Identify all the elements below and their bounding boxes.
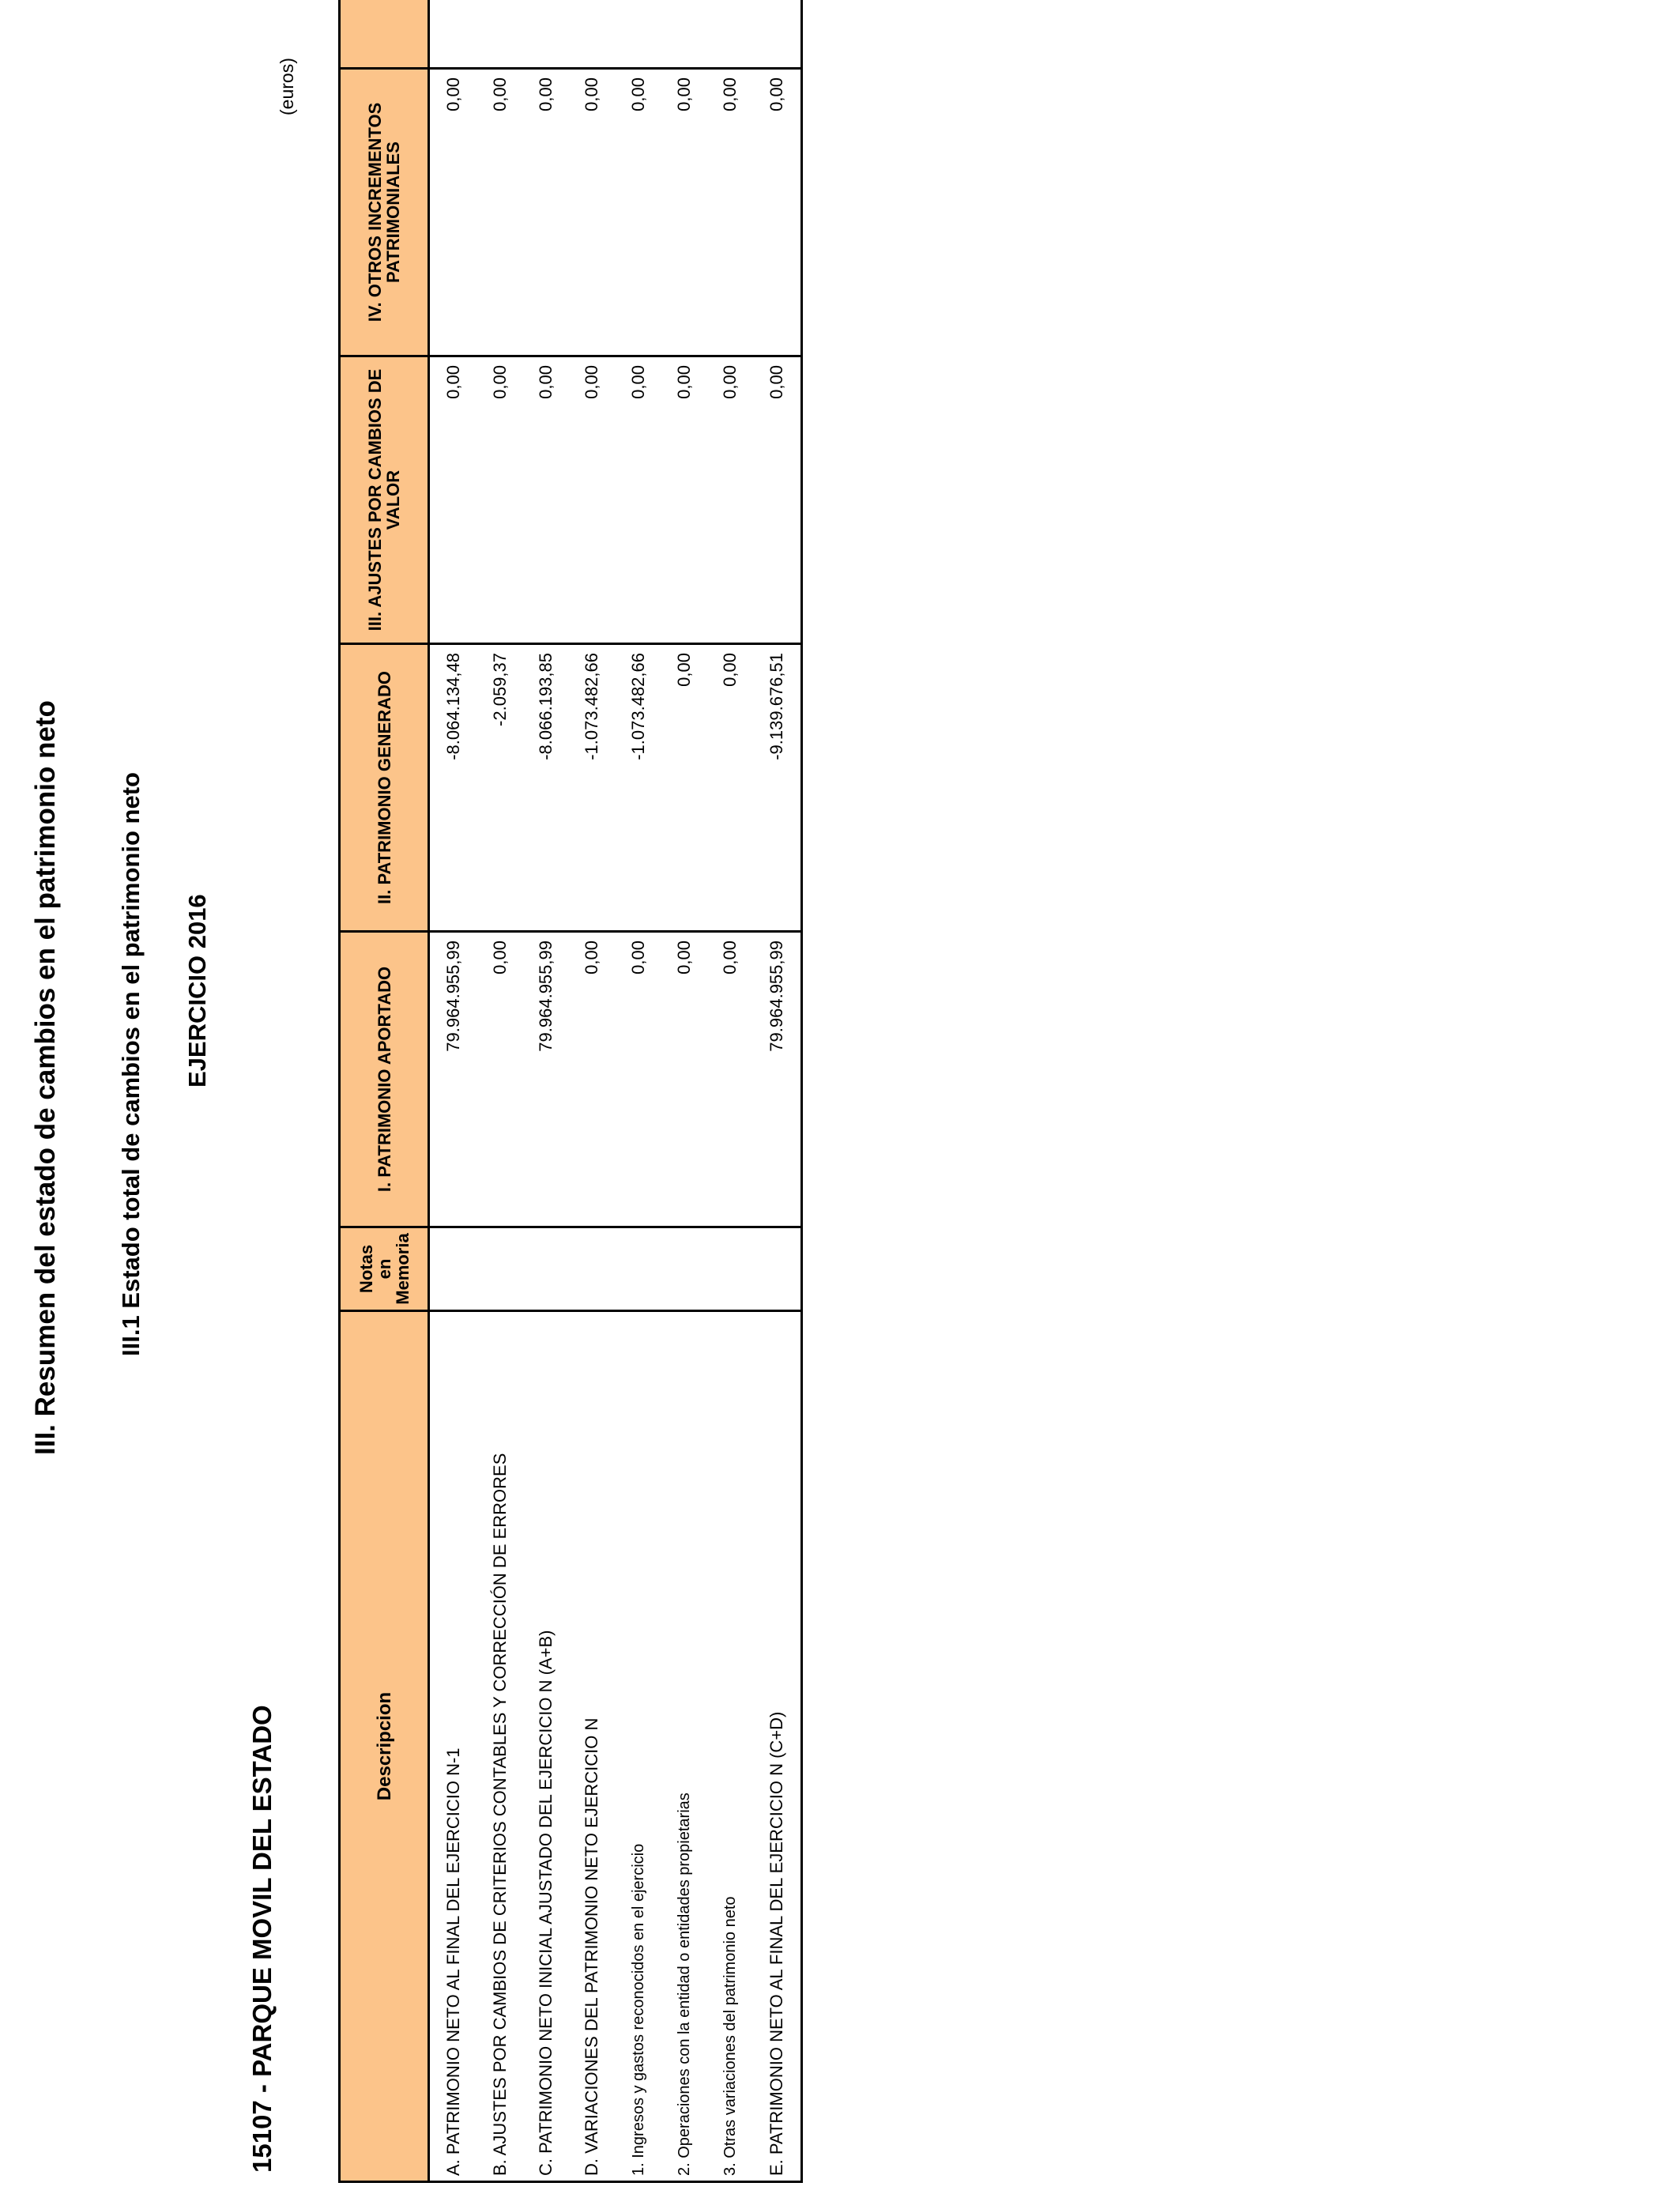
row-ajustes: 0,00 [569, 356, 615, 644]
row-ajustes: 0,00 [615, 356, 661, 644]
col-header-patrimonio-generado: II. PATRIMONIO GENERADO [340, 644, 429, 932]
row-notes [753, 1227, 802, 1311]
row-total [523, 0, 569, 69]
row-otros: 0,00 [615, 69, 661, 356]
row-description: C. PATRIMONIO NETO INICIAL AJUSTADO DEL EJERCICIO N (A+B) [523, 1311, 569, 2182]
row-generado: -9.139.676,51 [753, 644, 802, 932]
col-header-ajustes-valor: III. AJUSTES POR CAMBIOS DE VALOR [340, 356, 429, 644]
units-label: (euros) [277, 58, 297, 115]
page-subtitle: III.1 Estado total de cambios en el patrimonio neto [117, 772, 145, 1356]
row-aportado: 0,00 [569, 932, 615, 1227]
row-total [477, 0, 523, 69]
row-notes [569, 1227, 615, 1311]
col-header-notas: Notas en Memoria [340, 1227, 429, 1311]
col-header-patrimonio-aportado: I. PATRIMONIO APORTADO [340, 932, 429, 1227]
row-description: B. AJUSTES POR CAMBIOS DE CRITERIOS CONTABLES Y CORRECCIÓN DE ERRORES [477, 1311, 523, 2182]
row-aportado: 79.964.955,99 [753, 932, 802, 1227]
table-row [615, 0, 661, 2182]
row-notes [707, 1227, 753, 1311]
row-otros: 0,00 [523, 69, 569, 356]
row-total [753, 0, 802, 69]
row-generado: -2.059,37 [477, 644, 523, 932]
exercise-year: EJERCICIO 2016 [183, 894, 211, 1088]
col-header-descripcion: Descripcion [340, 1311, 429, 2182]
row-aportado: 0,00 [661, 932, 707, 1227]
row-notes [429, 1227, 478, 1311]
table-row [523, 0, 569, 2182]
row-total [707, 0, 753, 69]
row-otros: 0,00 [707, 69, 753, 356]
entity-name: 15107 - PARQUE MOVIL DEL ESTADO [247, 1705, 277, 2173]
row-otros: 0,00 [753, 69, 802, 356]
row-total [429, 0, 478, 69]
row-description: 1. Ingresos y gastos reconocidos en el ejercicio [615, 1311, 661, 2182]
row-notes [615, 1227, 661, 1311]
equity-changes-table [338, 0, 803, 2183]
row-description: A. PATRIMONIO NETO AL FINAL DEL EJERCICIO N-1 [429, 1311, 478, 2182]
row-aportado: 0,00 [615, 932, 661, 1227]
row-description: E. PATRIMONIO NETO AL FINAL DEL EJERCICIO N (C+D) [753, 1311, 802, 2182]
row-total [661, 0, 707, 69]
row-otros: 0,00 [661, 69, 707, 356]
row-ajustes: 0,00 [661, 356, 707, 644]
row-notes [523, 1227, 569, 1311]
row-aportado: 79.964.955,99 [523, 932, 569, 1227]
row-notes [661, 1227, 707, 1311]
row-generado: -1.073.482,66 [569, 644, 615, 932]
row-otros: 0,00 [569, 69, 615, 356]
row-notes [477, 1227, 523, 1311]
row-ajustes: 0,00 [753, 356, 802, 644]
row-generado: -8.064.134,48 [429, 644, 478, 932]
col-header-total [340, 0, 429, 69]
row-generado: 0,00 [661, 644, 707, 932]
col-header-otros-incrementos: IV. OTROS INCREMENTOS PATRIMONIALES [340, 69, 429, 356]
row-ajustes: 0,00 [523, 356, 569, 644]
table-row [753, 0, 802, 2182]
row-ajustes: 0,00 [477, 356, 523, 644]
row-description: 3. Otras variaciones del patrimonio neto [707, 1311, 753, 2182]
page-title: III. Resumen del estado de cambios en el patrimonio neto [30, 700, 61, 1455]
row-description: 2. Operaciones con la entidad o entidades propietarias [661, 1311, 707, 2182]
row-total [615, 0, 661, 69]
row-generado: -1.073.482,66 [615, 644, 661, 932]
row-ajustes: 0,00 [707, 356, 753, 644]
row-generado: 0,00 [707, 644, 753, 932]
table-row [661, 0, 707, 2182]
row-otros: 0,00 [429, 69, 478, 356]
table-row [569, 0, 615, 2182]
table-row [477, 0, 523, 2182]
table-row [707, 0, 753, 2182]
table-row [429, 0, 478, 2182]
row-ajustes: 0,00 [429, 356, 478, 644]
row-generado: -8.066.193,85 [523, 644, 569, 932]
row-aportado: 0,00 [707, 932, 753, 1227]
row-otros: 0,00 [477, 69, 523, 356]
row-aportado: 0,00 [477, 932, 523, 1227]
row-aportado: 79.964.955,99 [429, 932, 478, 1227]
row-description: D. VARIACIONES DEL PATRIMONIO NETO EJERCICIO N [569, 1311, 615, 2182]
row-total [569, 0, 615, 69]
table-header-row [340, 0, 429, 2182]
